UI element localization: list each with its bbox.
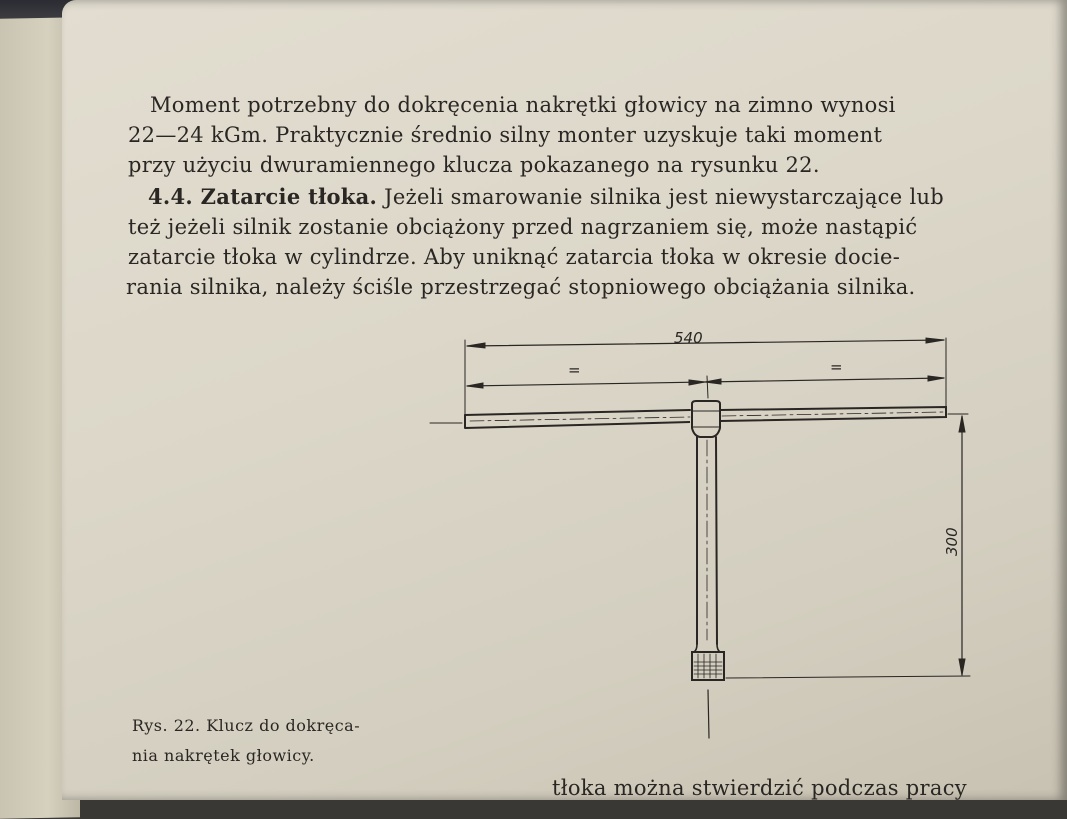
paragraph-text: Jeżeli smarowanie silnika jest niewystarczające lub	[384, 185, 945, 209]
equal-mark-left: =	[568, 361, 581, 379]
figure-caption-line1: Rys. 22. Klucz do dokręca-	[132, 716, 361, 735]
wrench-handle-bar	[465, 407, 946, 428]
extension-line-300-bottom	[726, 676, 970, 678]
handle-centerline-left	[470, 417, 690, 421]
handle-centerline-right	[722, 412, 944, 416]
shaft-right-edge	[716, 437, 717, 644]
centerline-bottom	[708, 690, 709, 738]
dim-arrow-left	[467, 343, 485, 348]
figure-caption-line2: nia nakrętek głowicy.	[132, 746, 315, 765]
centerline-top	[707, 376, 708, 398]
dimension-label-540: 540	[674, 329, 703, 347]
dim-arrow-300-bottom	[959, 659, 965, 675]
half-arrow-right	[928, 376, 944, 381]
cutoff-paragraph-line: tłoka można stwierdzić podczas pracy	[552, 776, 967, 800]
section-heading: 4.4. Zatarcie tłoka.	[148, 184, 378, 209]
socket-hatch	[694, 654, 722, 678]
half-arrow-center-left	[689, 380, 705, 385]
paragraph-line: Moment potrzebny do dokręcenia nakrętki głowicy na zimno wynosi	[150, 93, 896, 117]
paragraph-line: zatarcie tłoka w cylindrze. Aby uniknąć zatarcia tłoka w okresie docie-	[128, 245, 901, 269]
dim-arrow-right	[926, 338, 944, 343]
dimension-line-540	[467, 340, 944, 346]
top-socket-block	[692, 401, 720, 437]
paragraph-line: też jeżeli silnik zostanie obciążony przed nagrzaniem się, może nastąpić	[128, 215, 918, 239]
dimension-label-300: 300	[943, 527, 961, 556]
paragraph-line: rania silnika, należy ściśle przestrzegać stopniowego obciążania silnika.	[126, 275, 916, 299]
half-arrow-left	[467, 383, 483, 388]
equal-mark-right: =	[830, 358, 843, 376]
dim-arrow-300-top	[959, 416, 965, 432]
paragraph-line: przy użyciu dwuramiennego klucza pokazanego na rysunku 22.	[128, 153, 820, 177]
paragraph-line: 22—24 kGm. Praktycznie średnio silny monter uzyskuje taki moment	[128, 123, 883, 147]
